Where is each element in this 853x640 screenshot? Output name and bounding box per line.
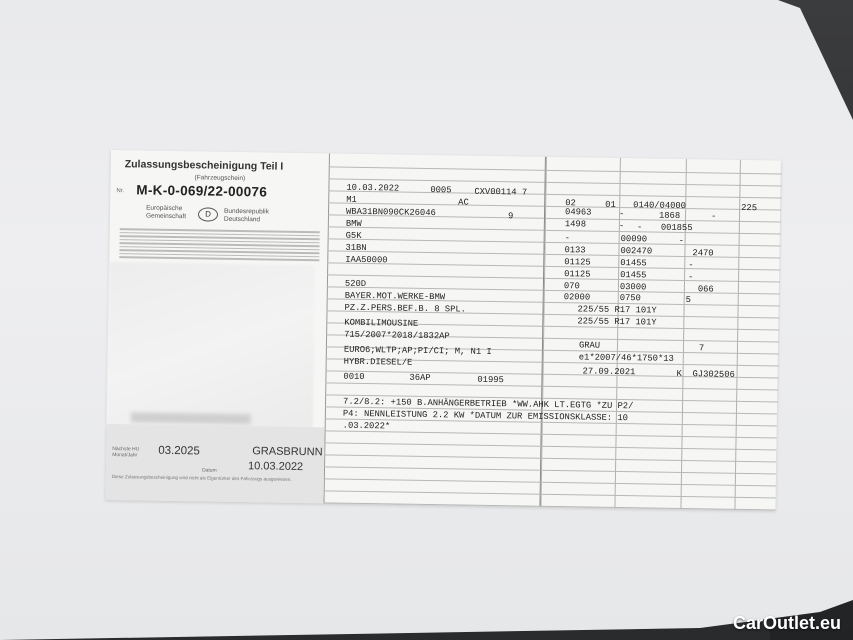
- document-number: M-K-0-069/22-00076: [136, 182, 268, 200]
- r4-value: 00090: [620, 234, 648, 245]
- registration-certificate: [106, 150, 781, 510]
- version: IAA50000: [345, 254, 388, 266]
- document-code: K: [676, 368, 682, 379]
- r4-dash: -: [564, 233, 571, 244]
- co2: 0133: [564, 245, 586, 256]
- eu-label: Europäische Gemeinschaft: [145, 204, 187, 221]
- emission-class: EURO6;WLTP;AP;PI/CI; M, N1 I: [343, 344, 492, 358]
- redacted-text: [131, 412, 251, 424]
- remarks-line-2: P4: NENNLEISTUNG 2.2 KW *DATUM ZUR EMISSIONSKLASSE: 10: [342, 408, 629, 424]
- watermark-text: CarOutlet.eu: [732, 613, 841, 633]
- issuing-city: GRASBRUNN: [252, 445, 323, 459]
- remarks-line-3: .03.2022*: [342, 420, 391, 432]
- power-rpm: 0140/04000: [633, 200, 687, 212]
- ec-approval: e1*2007/46*1750*13: [578, 352, 674, 364]
- code-2-1: 0005: [430, 185, 452, 196]
- certificate-title: Zulassungsbescheinigung Teil I: [124, 158, 284, 173]
- fuel-code: 0010: [343, 371, 365, 383]
- noise: 070: [563, 281, 580, 292]
- body-type: KOMBILIMOUSINE: [344, 317, 419, 329]
- rpm: 03000: [619, 282, 647, 293]
- towing-braked: 02000: [563, 292, 591, 303]
- remarks-section: [323, 394, 777, 510]
- r3-dash-2: -: [636, 222, 643, 233]
- color-code: 7: [698, 343, 705, 354]
- type: G5K: [345, 230, 362, 241]
- displacement: 01995: [477, 374, 504, 386]
- r2-dash: -: [618, 208, 625, 220]
- height: 1498: [564, 219, 587, 230]
- axles: 02: [565, 198, 576, 209]
- country-code-badge: D: [198, 207, 218, 221]
- emission-code: 36AP: [409, 372, 431, 384]
- tyre-size-1: 225/55 R17 101Y: [577, 304, 657, 316]
- variant: 31BN: [345, 242, 367, 254]
- next-inspection-date: 03.2025: [158, 444, 200, 458]
- r7-dash: -: [687, 272, 694, 283]
- driven-axles: 01: [605, 199, 616, 210]
- manufacturer: BAYER.MOT.WERKE-BMW: [344, 290, 446, 303]
- r6-dash: -: [688, 260, 694, 271]
- empty-mass: 001855: [660, 222, 693, 234]
- axle-load-1: 01125: [564, 257, 591, 268]
- tyre-size-2: 225/55 R17 101Y: [577, 316, 657, 328]
- length: 04963: [565, 207, 592, 218]
- make: BMW: [345, 218, 362, 229]
- axle-load-4: 01455: [620, 270, 647, 281]
- code-2-2: CXV00114 7: [474, 186, 528, 198]
- vehicle-class: M1: [346, 194, 357, 205]
- axle-load-3: 01125: [564, 269, 591, 280]
- ownership-note: Diese Zulassungsbescheinigung wird nicht als Eigentümer des Fahrzeugs ausgewiesen.: [111, 474, 292, 482]
- driving-noise: 066: [697, 284, 714, 295]
- watermark-logo: [733, 613, 841, 634]
- r4-dash-2: -: [678, 235, 685, 247]
- regulation: 715/2007*2018/1832AP: [344, 329, 450, 342]
- next-inspection-label: Nächste HU Monat/Jahr: [112, 446, 140, 459]
- axle-load-2: 01455: [620, 258, 647, 269]
- max-mass-2: 2470: [692, 248, 714, 259]
- towing-unbraked: 0750: [619, 293, 641, 304]
- vin-check-digit: 9: [507, 211, 514, 222]
- color: GRAU: [578, 340, 601, 351]
- r3-dash: -: [618, 220, 625, 232]
- model: 520D: [344, 278, 367, 290]
- top-speed: 225: [741, 202, 758, 214]
- approval-date: 27.09.2021: [582, 366, 636, 378]
- body-code: AC: [458, 197, 469, 208]
- redacted-owner-area: [107, 262, 316, 431]
- fuel: HYBR.DIESEL/E: [343, 356, 413, 368]
- certificate-subtitle: (Fahrzeugschein): [194, 174, 246, 183]
- number-label: Nr.: [116, 188, 125, 195]
- remarks-line-1: 7.2/8.2: +150 B.ANHÄNGERBETRIEB *WW.AHK LT.EGTG *ZU P2/: [342, 396, 634, 412]
- max-mass: 002470: [620, 246, 653, 257]
- r2-dash-2: -: [710, 211, 717, 222]
- issue-date: 10.03.2022: [247, 460, 304, 474]
- seats: 5: [685, 295, 692, 306]
- width: 1868: [658, 210, 681, 221]
- vehicle-kind: PZ.Z.PERS.BEF.B. 8 SPL.: [344, 302, 467, 315]
- date-label: Datum: [201, 467, 217, 474]
- document-number-right: GJ302506: [692, 369, 735, 380]
- fine-print-block: [119, 226, 320, 263]
- country-label: Bundesrepublik Deutschland: [223, 207, 269, 224]
- vin: WBA31BN090CK26046: [345, 206, 436, 219]
- first-registration-date: 10.03.2022: [346, 182, 400, 194]
- certificate-header-panel: [106, 150, 330, 503]
